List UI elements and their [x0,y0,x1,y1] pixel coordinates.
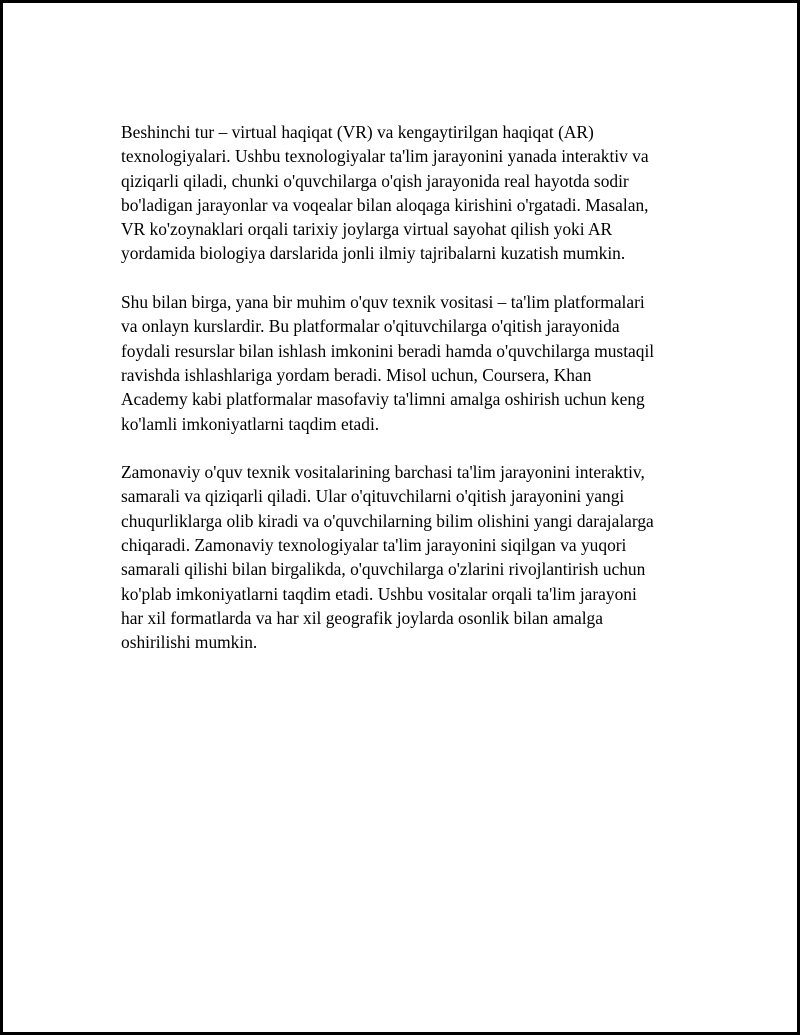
text-line: oshirilishi mumkin. [121,632,258,653]
text-line: VR ko'zoynaklari orqali tarixiy joylarga virtual sayohat qilish yoki AR [121,219,613,240]
text-line: Shu bilan birga, yana bir muhim o'quv texnik vositasi – ta'lim platformalari [121,292,645,313]
text-line: chuqurliklarga olib kiradi va o'quvchilarning bilim olishini yangi darajalarga [121,510,654,531]
text-line: samarali qilishi bilan birgalikda, o'quvchilarga o'zlarini rivojlantirish uchun [121,559,646,580]
text-line: chiqaradi. Zamonaviy texnologiyalar ta'lim jarayonini siqilgan va yuqori [121,535,627,556]
text-line: texnologiyalari. Ushbu texnologiyalar ta'lim jarayonini yanada interaktiv va [121,146,649,167]
paragraph-vr-ar [121,120,721,266]
text-line: foydali resurslar bilan ishlash imkonini beradi hamda o'quvchilarga mustaqil [121,340,655,361]
text-line: har xil formatlarda va har xil geografik joylarda osonlik bilan amalga [121,607,603,628]
text-line: qiziqarli qiladi, chunki o'quvchilarga o'qish jarayonida real hayotda sodir [121,170,629,191]
text-line: Academy kabi platformalar masofaviy ta'limni amalga oshirish uchun keng [121,389,645,410]
document-body [121,120,721,679]
paragraph-conclusion [121,460,721,654]
text-line: yordamida biologiya darslarida jonli ilmiy tajribalarni kuzatish mumkin. [121,243,626,264]
text-line: ravishda ishlashlariga yordam beradi. Misol uchun, Coursera, Khan [121,364,592,385]
text-line: bo'ladigan jarayonlar va voqealar bilan aloqaga kirishini o'rgatadi. Masalan, [121,194,649,215]
paragraph-platforms [121,290,721,436]
text-line: ko'plab imkoniyatlarni taqdim etadi. Ushbu vositalar orqali ta'lim jarayoni [121,583,637,604]
text-line: samarali va qiziqarli qiladi. Ular o'qituvchilarni o'qitish jarayonini yangi [121,486,625,507]
text-line: va onlayn kurslardir. Bu platformalar o'qituvchilarga o'qitish jarayonida [121,316,620,337]
text-line: ko'lamli imkoniyatlarni taqdim etadi. [121,413,380,434]
text-line: Zamonaviy o'quv texnik vositalarining barchasi ta'lim jarayonini interaktiv, [121,462,645,483]
text-line: Beshinchi tur – virtual haqiqat (VR) va kengaytirilgan haqiqat (AR) [121,122,594,142]
